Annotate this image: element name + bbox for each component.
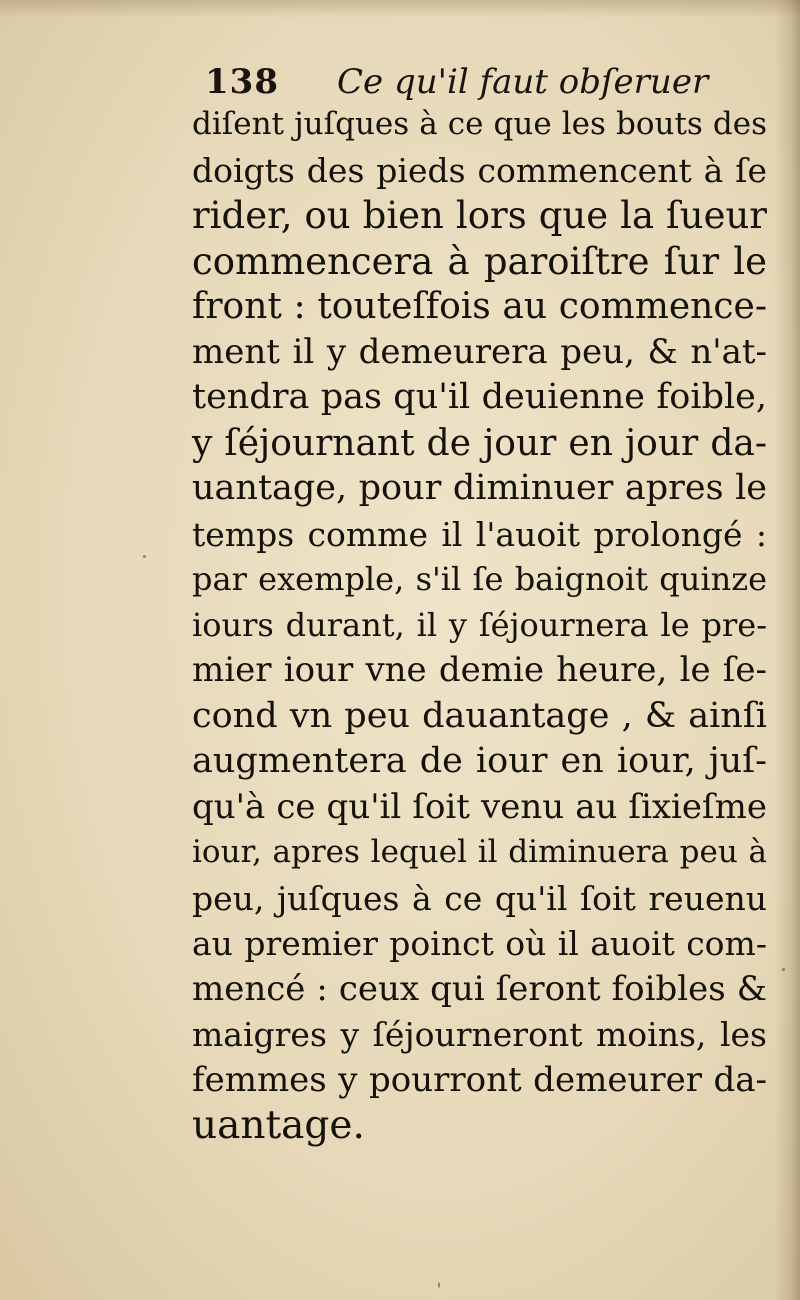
text-line-19: au premier poinct où il auoit com- bbox=[192, 924, 767, 963]
paper-speck bbox=[782, 968, 785, 971]
text-line-15: augmentera de iour en iour, juſ- bbox=[192, 741, 767, 781]
text-line-22: femmes y pourront demeurer da- bbox=[192, 1059, 767, 1100]
text-line-4: commencera à paroiſtre ſur le bbox=[192, 239, 767, 283]
text-line-7: tendra pas qu'il deuienne foible, bbox=[192, 377, 767, 417]
text-line-1: diſent juſques à ce que les bouts des bbox=[192, 106, 767, 142]
text-line-16: qu'à ce qu'il ſoit venu au ſixieſme bbox=[192, 786, 767, 827]
text-line-11: par exemple, s'il ſe baignoit quinze bbox=[192, 560, 767, 598]
text-line-18: peu, juſques à ce qu'il ſoit reuenu bbox=[192, 878, 767, 918]
running-title: Ce qu'il faut obſeruer bbox=[337, 62, 709, 102]
page-top-shadow bbox=[0, 0, 800, 18]
text-line-9: uantage, pour diminuer apres le bbox=[192, 468, 767, 508]
text-line-13: mier iour vne demie heure, le ſe- bbox=[192, 650, 767, 690]
page-header bbox=[205, 62, 709, 106]
text-line-21: maigres y ſéjourneront moins, les bbox=[192, 1015, 767, 1054]
page-number: 138 bbox=[205, 62, 279, 102]
page-right-edge-shadow bbox=[774, 0, 800, 1300]
text-line-23: uantage. bbox=[192, 1103, 365, 1148]
text-line-12: iours durant, il y ſéjournera le pre- bbox=[192, 605, 767, 644]
text-line-2: doigts des pieds commencent à ſe bbox=[192, 150, 767, 190]
body-text bbox=[192, 102, 767, 1149]
text-line-14: cond vn peu dauantage , & ainſi bbox=[192, 695, 767, 736]
text-line-5: front : touteſfois au commence- bbox=[192, 286, 767, 327]
text-line-6: ment il y demeurera peu, & n'at- bbox=[192, 331, 767, 372]
text-line-3: rider, ou bien lors que la ſueur bbox=[192, 194, 767, 237]
paper-speck bbox=[438, 1282, 440, 1288]
text-line-17: iour, apres lequel il diminuera peu à bbox=[192, 834, 767, 870]
text-line-10: temps comme il l'auoit prolongé : bbox=[192, 514, 767, 554]
text-line-8: y ſéjournant de jour en jour da- bbox=[192, 422, 767, 464]
paper-speck bbox=[143, 555, 146, 558]
text-line-20: mencé : ceux qui ſeront foibles & bbox=[192, 968, 767, 1009]
